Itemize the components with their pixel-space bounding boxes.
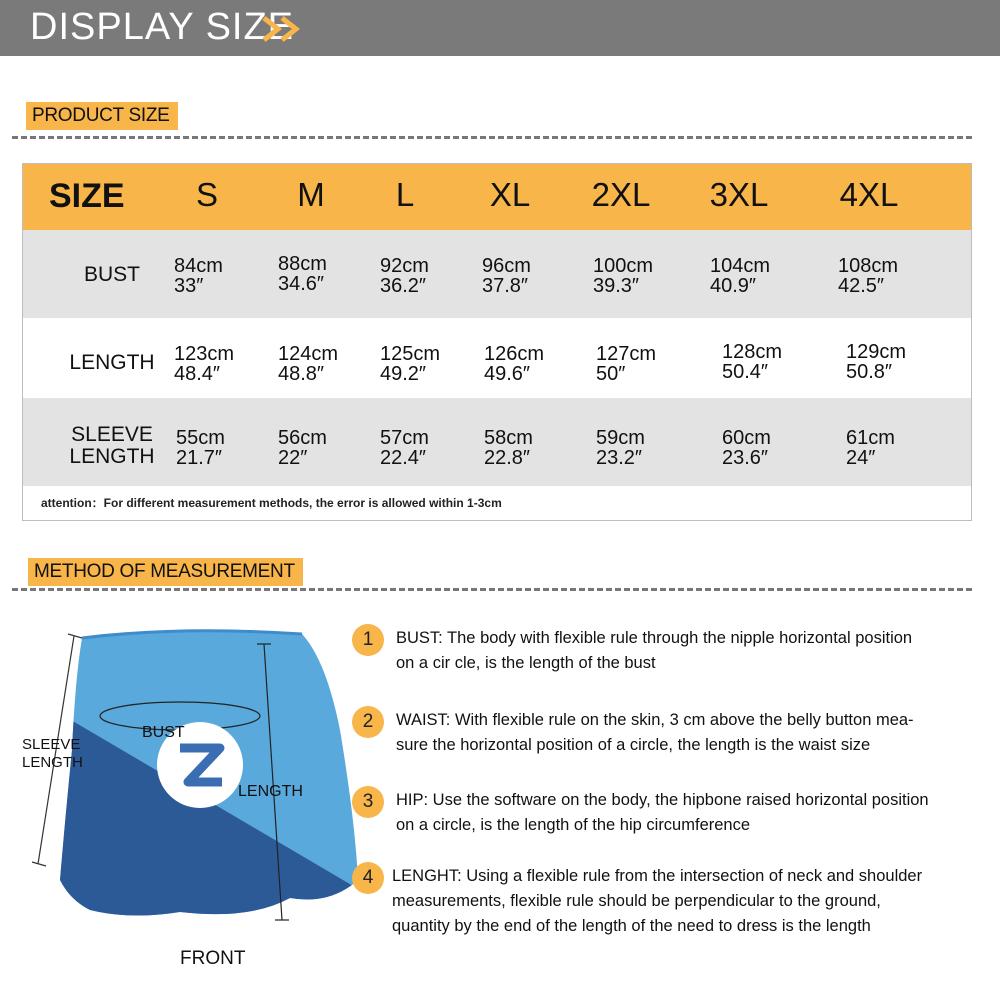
table-cell: 96cm 37.8″: [482, 255, 531, 297]
step-number-badge: 1: [352, 624, 384, 656]
step-text: WAIST: With flexible rule on the skin, 3 cm above the belly button mea- sure the horizontal position of a circle, the length is the waist size: [396, 711, 914, 754]
step-text: BUST: The body with flexible rule through the nipple horizontal position on a cir cle, is the length of the bust: [396, 629, 913, 672]
length-label: LENGTH: [238, 783, 303, 800]
table-cell: 58cm 22.8″: [484, 427, 533, 469]
header-2xl: 2XL: [591, 176, 651, 213]
table-cell: 123cm 48.4″: [174, 343, 235, 385]
table-cell: 55cm 21.7″: [176, 427, 225, 469]
double-chevron-right-icon: [262, 14, 312, 44]
table-cell: 92cm 36.2″: [380, 255, 429, 297]
table-cell: 124cm 48.8″: [278, 343, 339, 385]
method-of-measurement-tag: METHOD OF MEASUREMENT: [28, 558, 303, 586]
row-label-length: LENGTH: [69, 351, 155, 374]
table-cell: 125cm 49.2″: [380, 343, 441, 385]
table-cell: 129cm 50.8″: [846, 341, 907, 383]
header-s: S: [195, 176, 218, 213]
table-cell: 56cm 22″: [278, 427, 327, 469]
table-row-bust: [23, 230, 971, 318]
garment-measurement-figure: [20, 620, 360, 980]
table-cell: 127cm 50″: [596, 343, 657, 385]
table-cell: 84cm 33″: [174, 255, 223, 297]
header-m: M: [297, 176, 325, 213]
table-header-row: [23, 164, 971, 230]
banner-title: DISPLAY SIZE: [30, 6, 295, 48]
table-cell: 104cm 40.9″: [710, 255, 771, 297]
table-cell: 59cm 23.2″: [596, 427, 645, 469]
table-cell: 60cm 23.6″: [722, 427, 771, 469]
header-4xl: 4XL: [839, 176, 899, 213]
row-label-sleeve-length: SLEEVE LENGTH: [69, 423, 155, 468]
table-row-sleeve-length: [23, 398, 971, 486]
sleeve-length-label: SLEEVE LENGTH: [22, 736, 83, 771]
table-cell: 57cm 22.4″: [380, 427, 429, 469]
table-cell: 126cm 49.6″: [484, 343, 545, 385]
front-label: FRONT: [180, 948, 246, 969]
bust-label: BUST: [142, 724, 185, 741]
step-number-badge: 2: [352, 706, 384, 738]
table-cell: 88cm 34.6″: [278, 253, 327, 295]
garment-illustration: [20, 620, 360, 950]
table-note-row: [23, 486, 971, 520]
step-number-badge: 3: [352, 786, 384, 818]
display-size-banner: [0, 0, 1000, 56]
header-3xl: 3XL: [709, 176, 769, 213]
dashed-divider: [12, 588, 972, 591]
product-size-tag: PRODUCT SIZE: [26, 102, 178, 130]
header-xl: XL: [489, 176, 531, 213]
row-label-bust: BUST: [83, 263, 140, 286]
table-cell: 108cm 42.5″: [838, 255, 899, 297]
table-cell: 61cm 24″: [846, 427, 895, 469]
attention-note: attention：For different measurement methods, the error is allowed within 1-3cm: [41, 496, 502, 510]
table-row-length: [23, 318, 971, 398]
table-cell: 100cm 39.3″: [593, 255, 654, 297]
header-l: L: [395, 176, 415, 213]
step-text: LENGHT: Using a flexible rule from the intersection of neck and shoulder measurements, flexible rule should be perpendicular to the ground, quantity by the end of the length of the need to dress is the length: [392, 867, 923, 935]
step-number-badge: 4: [352, 862, 384, 894]
size-table: [22, 163, 972, 521]
table-cell: 128cm 50.4″: [722, 341, 783, 383]
dashed-divider: [12, 136, 972, 139]
header-size: SIZE: [49, 177, 125, 215]
step-text: HIP: Use the software on the body, the hipbone raised horizontal position on a circle, is the length of the hip circumference: [396, 791, 929, 834]
